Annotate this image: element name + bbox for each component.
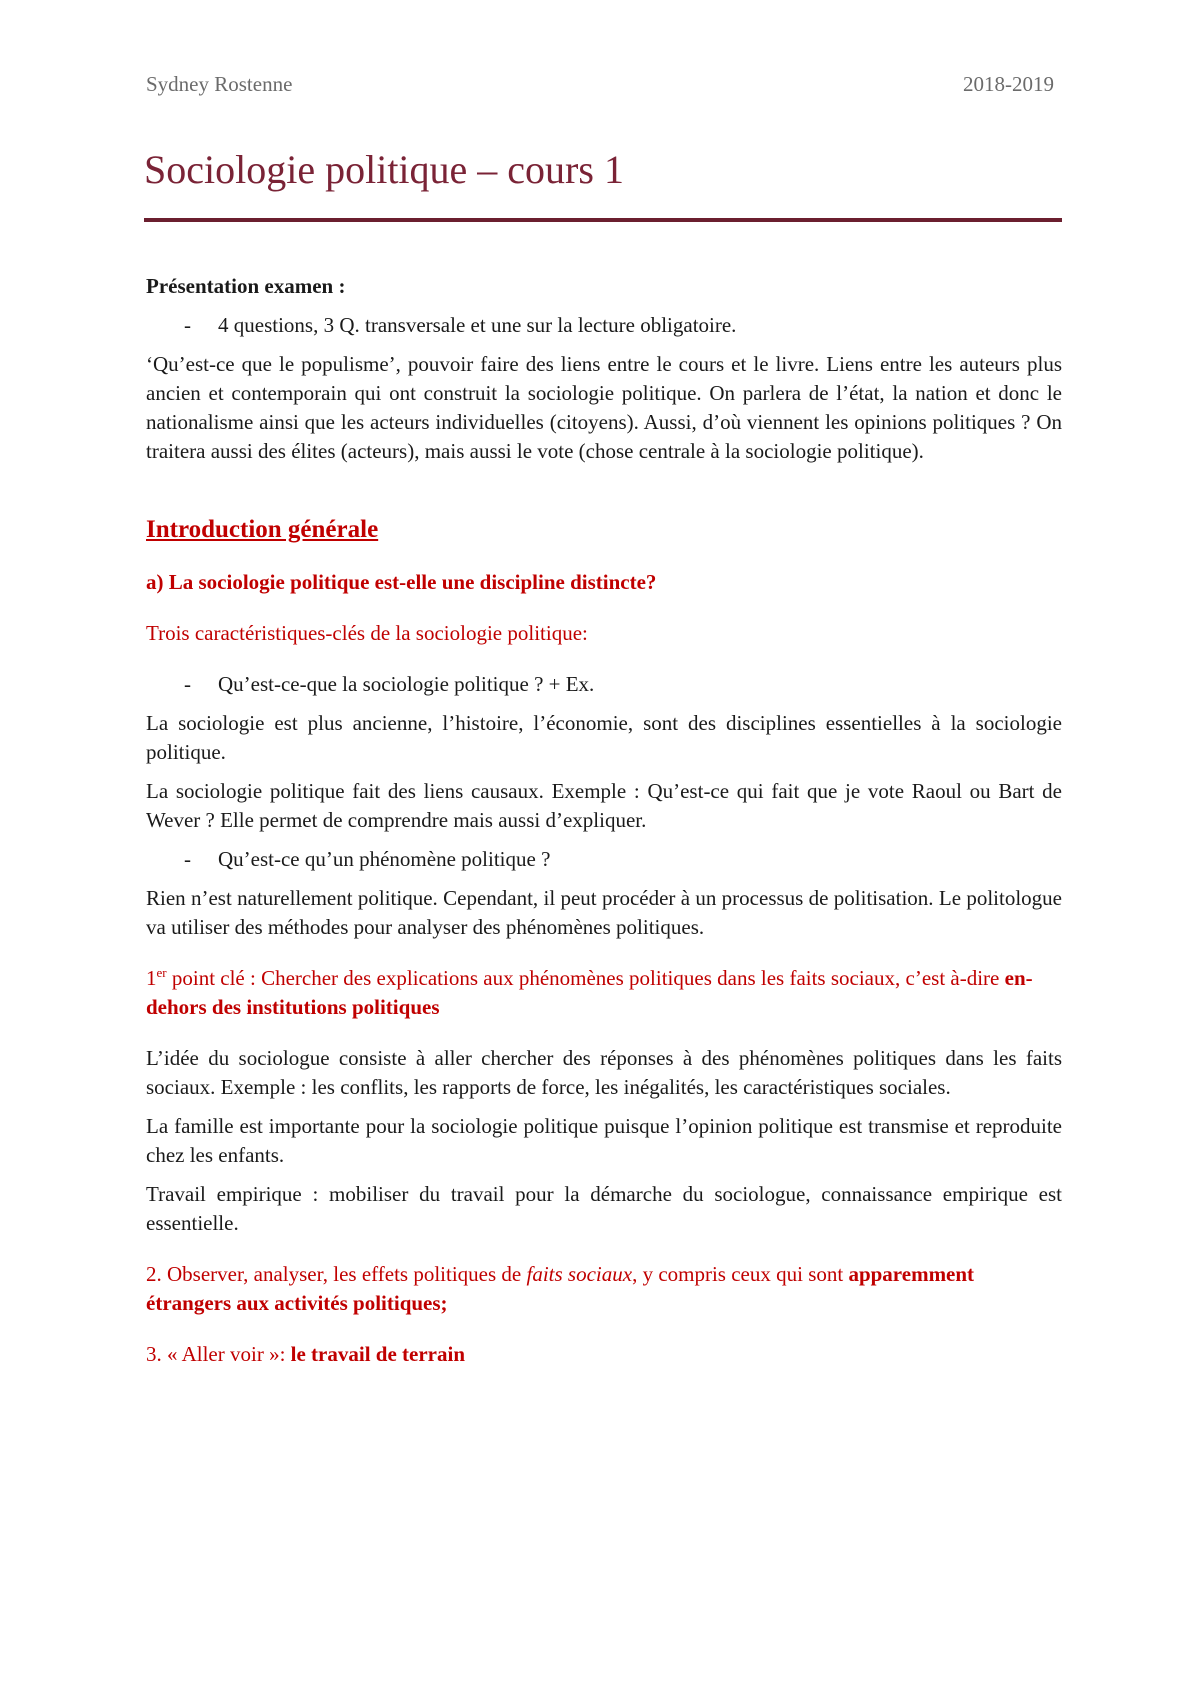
bullet-dash: - — [184, 847, 191, 871]
presentation-paragraph: ‘Qu’est-ce que le populisme’, pouvoir faire des liens entre le cours et le livre. Liens entre les auteurs plus ancien et contemporain qui ont construit la sociologie politique. On parlera de l’état, la nation et donc le nationalisme ainsi que les acteurs individuelles (citoyens). Aussi, d’où viennent les opinions politiques ? On traitera aussi des élites (acteurs), mais aussi le vote (chose centrale à la sociologie politique). — [146, 352, 1062, 463]
key-point-3-text: 3. « Aller voir »: — [146, 1342, 291, 1366]
key-point-2-text: 2. Observer, analyser, les effets politiques de — [146, 1262, 527, 1286]
key-point-2-text2: , y compris ceux qui sont — [632, 1262, 849, 1286]
presentation-heading: Présentation examen : — [146, 274, 346, 298]
key-point-1 — [146, 964, 1062, 1022]
paragraph: La famille est importante pour la sociologie politique puisque l’opinion politique est transmise et reproduite chez les enfants. — [146, 1114, 1062, 1167]
paragraph: Travail empirique : mobiliser du travail pour la démarche du sociologue, connaissance empirique est essentielle. — [146, 1182, 1062, 1235]
page-title: Sociologie politique – cours 1 — [144, 147, 624, 192]
key-point-1-sup: er — [156, 965, 167, 980]
bullet-text: 4 questions, 3 Q. transversale et une sur la lecture obligatoire. — [218, 313, 737, 337]
list-item — [146, 845, 1062, 874]
key-point-1-number: 1 — [146, 966, 157, 990]
list-item — [146, 670, 1062, 699]
key-point-1-text: point clé : Chercher des explications aux phénomènes politiques dans les faits sociaux, c’est à-dire — [166, 966, 1005, 990]
bullet-dash: - — [184, 313, 191, 337]
section-heading: Introduction générale — [146, 516, 379, 543]
key-point-3-bold: le travail de terrain — [290, 1342, 466, 1366]
paragraph: La sociologie est plus ancienne, l’histoire, l’économie, sont des disciplines essentielles à la sociologie politique. — [146, 711, 1062, 764]
bullet-dash: - — [184, 672, 191, 696]
paragraph: L’idée du sociologue consiste à aller chercher des réponses à des phénomènes politiques dans les faits sociaux. Exemple : les conflits, les rapports de force, les inégalités, les caractéristiques sociales. — [146, 1046, 1062, 1099]
paragraph: Rien n’est naturellement politique. Cependant, il peut procéder à un processus de politisation. Le politologue va utiliser des méthodes pour analyser des phénomènes politiques. — [146, 886, 1062, 939]
key-title: Trois caractéristiques-clés de la sociologie politique: — [146, 621, 588, 645]
paragraph: La sociologie politique fait des liens causaux. Exemple : Qu’est-ce qui fait que je vote Raoul ou Bart de Wever ? Elle permet de comprendre mais aussi d’expliquer. — [146, 779, 1062, 832]
document-body — [146, 272, 1062, 1369]
header-year: 2018-2019 — [963, 72, 1054, 96]
key-point-1-bold: en-dehors des institutions politiques — [146, 966, 1033, 1019]
key-point-2-bold: apparemment étrangers aux activités politiques; — [146, 1262, 975, 1315]
key-point-2 — [146, 1260, 1062, 1318]
key-point-2-italic: faits sociaux — [526, 1262, 633, 1286]
bullet-text: Qu’est-ce-que la sociologie politique ? + Ex. — [218, 672, 595, 696]
list-item — [146, 311, 1062, 340]
subsection-heading: a) La sociologie politique est-elle une discipline distincte? — [146, 570, 657, 594]
header-author: Sydney Rostenne — [146, 72, 293, 96]
key-point-3 — [146, 1340, 1062, 1369]
title-divider — [144, 218, 1062, 222]
bullet-text: Qu’est-ce qu’un phénomène politique ? — [218, 847, 551, 871]
